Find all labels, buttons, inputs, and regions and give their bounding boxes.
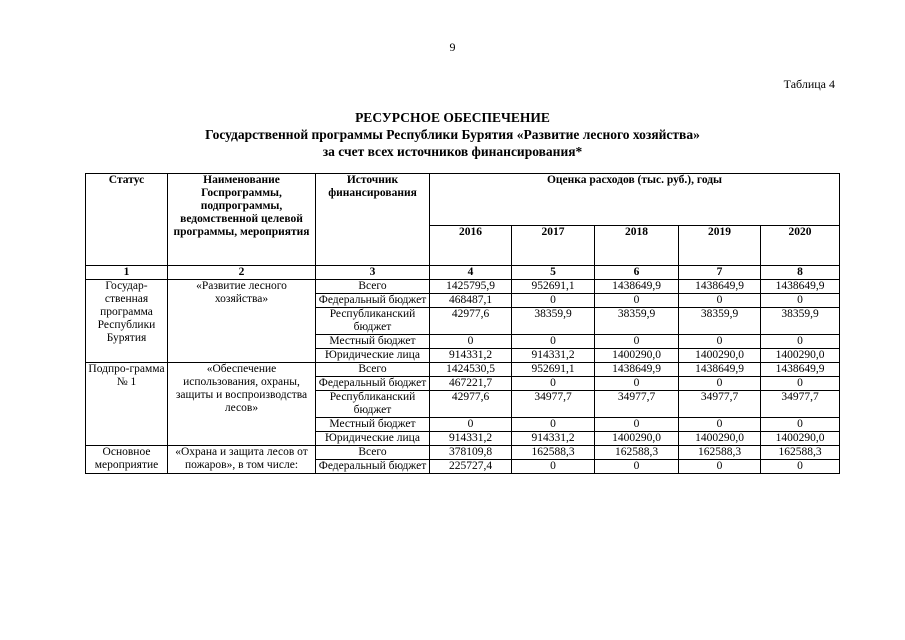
value-cell: 1438649,9 xyxy=(761,280,840,294)
title-line-3: за счет всех источников финансирования* xyxy=(322,144,583,159)
value-cell: 378109,8 xyxy=(430,446,512,460)
value-cell: 1400290,0 xyxy=(761,349,840,363)
value-cell: 1438649,9 xyxy=(761,363,840,377)
source-cell: Всего xyxy=(316,363,430,377)
column-number: 5 xyxy=(512,266,595,280)
value-cell: 1425795,9 xyxy=(430,280,512,294)
value-cell: 0 xyxy=(595,377,679,391)
source-cell: Республиканский бюджет xyxy=(316,391,430,418)
value-cell: 162588,3 xyxy=(761,446,840,460)
title-line-1: РЕСУРСНОЕ ОБЕСПЕЧЕНИЕ xyxy=(355,110,550,125)
value-cell: 914331,2 xyxy=(512,432,595,446)
value-cell: 0 xyxy=(679,418,761,432)
value-cell: 42977,6 xyxy=(430,308,512,335)
header-year: 2019 xyxy=(679,226,761,266)
value-cell: 0 xyxy=(761,377,840,391)
value-cell: 38359,9 xyxy=(512,308,595,335)
column-number: 1 xyxy=(86,266,168,280)
source-cell: Юридические лица xyxy=(316,432,430,446)
source-cell: Местный бюджет xyxy=(316,418,430,432)
header-year: 2018 xyxy=(595,226,679,266)
column-number: 7 xyxy=(679,266,761,280)
value-cell: 1438649,9 xyxy=(679,280,761,294)
value-cell: 0 xyxy=(761,335,840,349)
source-cell: Всего xyxy=(316,446,430,460)
header-status: Статус xyxy=(86,174,168,266)
value-cell: 162588,3 xyxy=(679,446,761,460)
value-cell: 0 xyxy=(595,294,679,308)
value-cell: 1438649,9 xyxy=(595,363,679,377)
table-row xyxy=(86,280,840,294)
value-cell: 0 xyxy=(679,335,761,349)
value-cell: 34977,7 xyxy=(679,391,761,418)
value-cell: 0 xyxy=(679,460,761,474)
header-year: 2020 xyxy=(761,226,840,266)
header-year: 2016 xyxy=(430,226,512,266)
program-name-cell: «Развитие лесного хозяйства» xyxy=(168,280,316,363)
column-number: 8 xyxy=(761,266,840,280)
value-cell: 0 xyxy=(430,335,512,349)
value-cell: 34977,7 xyxy=(595,391,679,418)
value-cell: 1400290,0 xyxy=(595,432,679,446)
value-cell: 1400290,0 xyxy=(761,432,840,446)
value-cell: 1400290,0 xyxy=(595,349,679,363)
value-cell: 0 xyxy=(512,460,595,474)
value-cell: 38359,9 xyxy=(761,308,840,335)
value-cell: 0 xyxy=(679,377,761,391)
value-cell: 38359,9 xyxy=(595,308,679,335)
value-cell: 0 xyxy=(595,335,679,349)
page-number: 9 xyxy=(449,40,456,54)
value-cell: 1400290,0 xyxy=(679,432,761,446)
value-cell: 42977,6 xyxy=(430,391,512,418)
source-cell: Местный бюджет xyxy=(316,335,430,349)
table-body xyxy=(86,280,840,474)
value-cell: 914331,2 xyxy=(512,349,595,363)
value-cell: 34977,7 xyxy=(761,391,840,418)
column-number-row xyxy=(86,266,840,280)
value-cell: 1400290,0 xyxy=(679,349,761,363)
value-cell: 0 xyxy=(595,460,679,474)
value-cell: 1424530,5 xyxy=(430,363,512,377)
value-cell: 467221,7 xyxy=(430,377,512,391)
header-name: Наименование Госпрограммы, подпрограммы, ведомственной целевой программы, мероприятия xyxy=(168,174,316,266)
header-year: 2017 xyxy=(512,226,595,266)
value-cell: 162588,3 xyxy=(512,446,595,460)
value-cell: 0 xyxy=(595,418,679,432)
source-cell: Республиканский бюджет xyxy=(316,308,430,335)
value-cell: 162588,3 xyxy=(595,446,679,460)
value-cell: 38359,9 xyxy=(679,308,761,335)
resource-table xyxy=(85,173,840,474)
source-cell: Федеральный бюджет xyxy=(316,294,430,308)
program-name-cell: «Охрана и защита лесов от пожаров», в том числе: xyxy=(168,446,316,474)
value-cell: 225727,4 xyxy=(430,460,512,474)
value-cell: 0 xyxy=(679,294,761,308)
source-cell: Федеральный бюджет xyxy=(316,377,430,391)
value-cell: 34977,7 xyxy=(512,391,595,418)
value-cell: 0 xyxy=(430,418,512,432)
title-line-2: Государственной программы Республики Бурятия «Развитие лесного хозяйства» xyxy=(205,127,700,142)
header-source: Источник финансирования xyxy=(316,174,430,266)
value-cell: 0 xyxy=(761,418,840,432)
status-cell: Подпро-грамма № 1 xyxy=(86,363,168,446)
value-cell: 0 xyxy=(761,460,840,474)
source-cell: Федеральный бюджет xyxy=(316,460,430,474)
value-cell: 952691,1 xyxy=(512,363,595,377)
column-number: 4 xyxy=(430,266,512,280)
value-cell: 0 xyxy=(512,418,595,432)
table-row xyxy=(86,446,840,460)
value-cell: 0 xyxy=(512,335,595,349)
value-cell: 0 xyxy=(512,377,595,391)
value-cell: 468487,1 xyxy=(430,294,512,308)
value-cell: 1438649,9 xyxy=(679,363,761,377)
column-number: 3 xyxy=(316,266,430,280)
column-number: 2 xyxy=(168,266,316,280)
source-cell: Всего xyxy=(316,280,430,294)
status-cell: Основное мероприятие xyxy=(86,446,168,474)
source-cell: Юридические лица xyxy=(316,349,430,363)
value-cell: 952691,1 xyxy=(512,280,595,294)
value-cell: 914331,2 xyxy=(430,349,512,363)
header-estimate: Оценка расходов (тыс. руб.), годы xyxy=(430,174,840,226)
status-cell: Государ-ственная программа Республики Бурятия xyxy=(86,280,168,363)
table-row xyxy=(86,363,840,377)
value-cell: 1438649,9 xyxy=(595,280,679,294)
value-cell: 914331,2 xyxy=(430,432,512,446)
value-cell: 0 xyxy=(512,294,595,308)
document-title xyxy=(0,109,905,160)
value-cell: 0 xyxy=(761,294,840,308)
column-number: 6 xyxy=(595,266,679,280)
program-name-cell: «Обеспечение использования, охраны, защиты и воспроизводства лесов» xyxy=(168,363,316,446)
table-label: Таблица 4 xyxy=(783,77,835,91)
